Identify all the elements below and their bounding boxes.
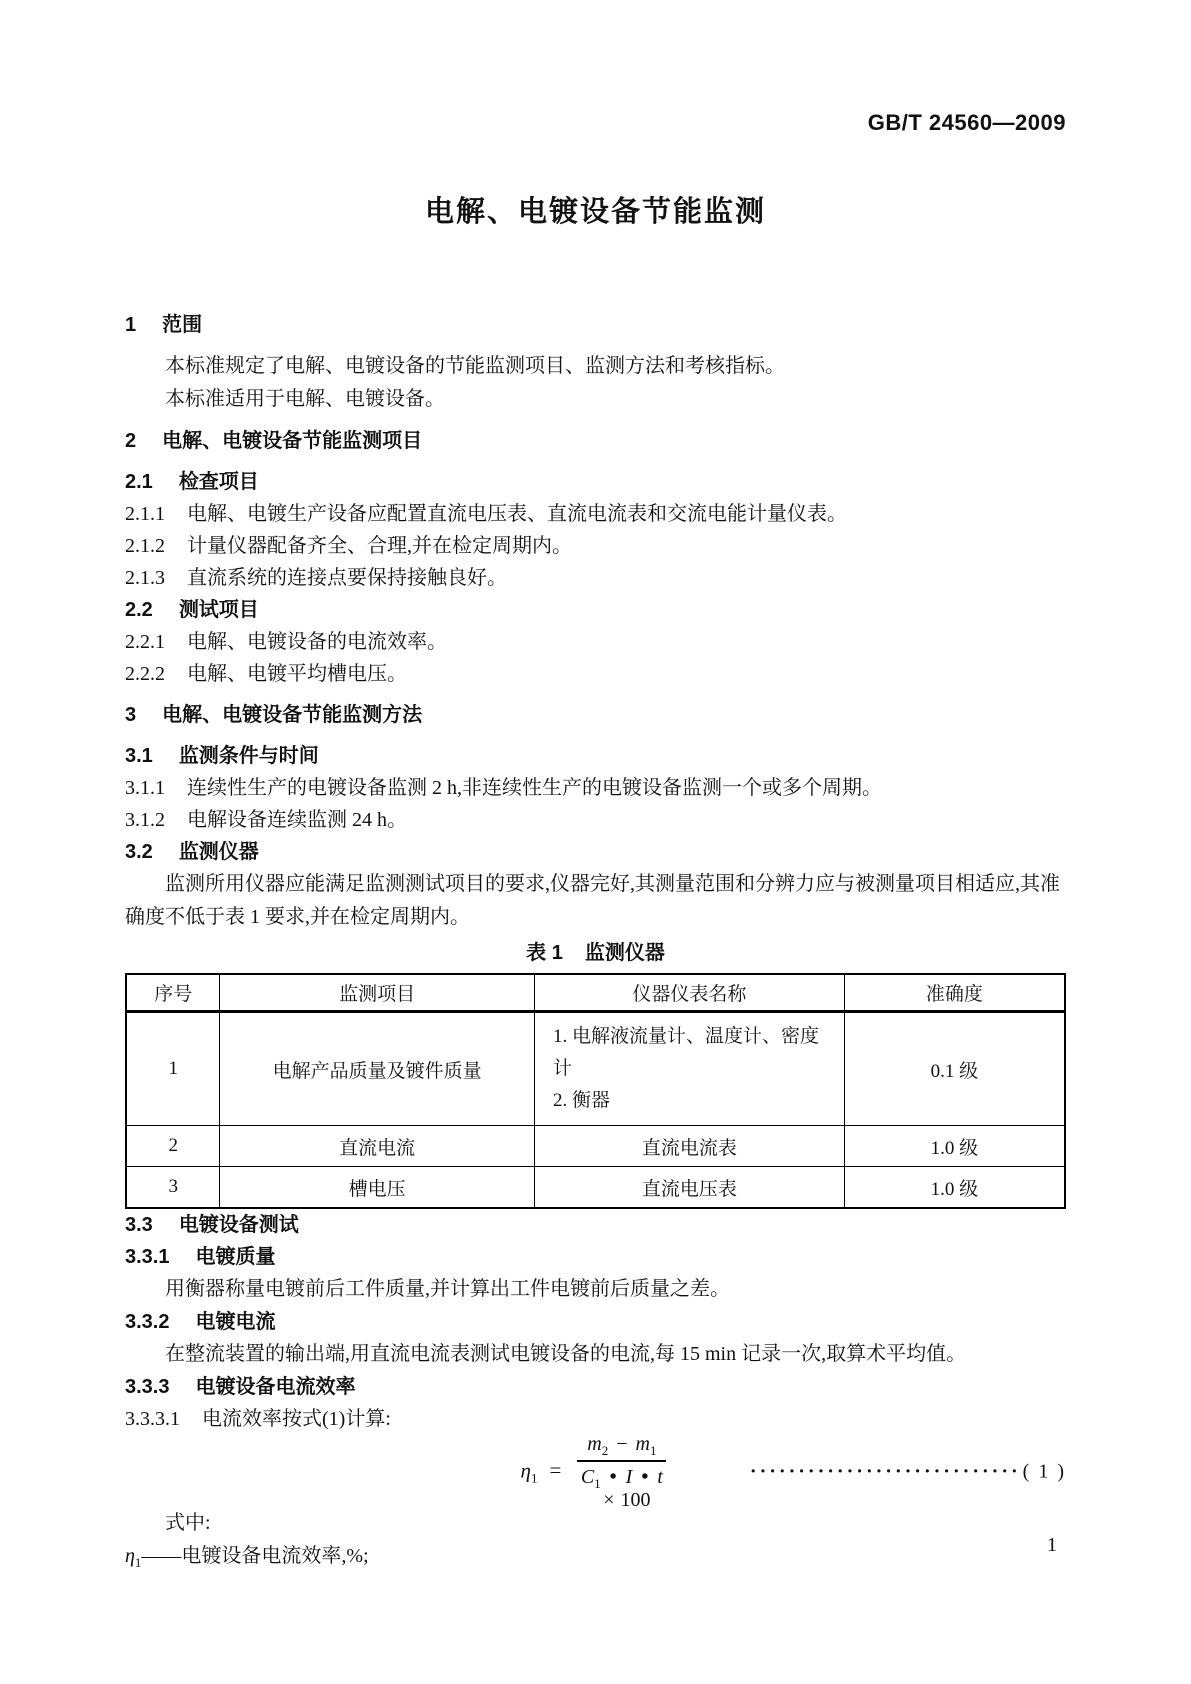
constant-100: 100 bbox=[620, 1488, 651, 1511]
cell-serial: 2 bbox=[126, 1126, 220, 1167]
var-C1-sub: 1 bbox=[594, 1475, 601, 1491]
clause-text: 连续性生产的电镀设备监测 2 h,非连续性生产的电镀设备监测一个或多个周期。 bbox=[187, 777, 882, 799]
clause-3-3-3-1 bbox=[125, 1403, 1066, 1435]
clause-text: 直流系统的连接点要保持接触良好。 bbox=[187, 567, 507, 589]
section-3-1-heading bbox=[125, 740, 1066, 772]
symbol-eta-sub: 1 bbox=[134, 1555, 142, 1570]
section-3-3-1-heading bbox=[125, 1241, 1066, 1273]
formula-expression bbox=[521, 1433, 671, 1512]
cell-item: 直流电流 bbox=[220, 1126, 535, 1167]
clause-text: 电解设备连续监测 24 h。 bbox=[187, 809, 407, 831]
equation-number: ( 1 ) bbox=[1022, 1460, 1066, 1483]
cell-accuracy: 0.1 级 bbox=[844, 1012, 1065, 1126]
cell-accuracy: 1.0 级 bbox=[844, 1167, 1065, 1209]
clause-2-1-1 bbox=[125, 498, 1066, 530]
formula-eta-sub: 1 bbox=[530, 1470, 538, 1485]
clause-number: 2.1.1 bbox=[125, 503, 165, 525]
clause-number: 3.1.1 bbox=[125, 777, 165, 799]
clause-3-1-1 bbox=[125, 772, 1066, 804]
section-title: 监测仪器 bbox=[178, 841, 259, 863]
section-3-3-3-heading bbox=[125, 1371, 1066, 1403]
doc-code: GB/T 24560—2009 bbox=[867, 110, 1066, 135]
section-number: 3.3.1 bbox=[125, 1246, 170, 1268]
equation-leader bbox=[750, 1461, 1066, 1484]
section-number: 3.3.2 bbox=[125, 1311, 170, 1333]
section-3-heading bbox=[125, 700, 1066, 730]
section-title: 电镀质量 bbox=[195, 1246, 276, 1268]
section-title: 电镀电流 bbox=[195, 1311, 276, 1333]
fraction-numerator bbox=[577, 1433, 666, 1462]
doc-title: 电解、电镀设备节能监测 bbox=[424, 196, 766, 228]
col-header-item: 监测项目 bbox=[220, 974, 535, 1012]
table-row bbox=[126, 1012, 1065, 1126]
section-title: 范围 bbox=[162, 314, 203, 336]
cell-item: 电解产品质量及镀件质量 bbox=[220, 1012, 535, 1126]
var-m1: m bbox=[635, 1432, 650, 1455]
clause-2-1-2 bbox=[125, 530, 1066, 562]
var-m2-sub: 2 bbox=[601, 1442, 609, 1458]
section-title: 电解、电镀设备节能监测项目 bbox=[162, 430, 423, 452]
clause-text: 电流效率按式(1)计算: bbox=[202, 1408, 391, 1430]
formula-eta: η bbox=[520, 1457, 531, 1482]
paragraph-3-3-1: 用衡器称量电镀前后工件质量,并计算出工件电镀前后质量之差。 bbox=[165, 1278, 730, 1300]
clause-text: 电解、电镀生产设备应配置直流电压表、直流电流表和交流电能计量仪表。 bbox=[187, 503, 847, 525]
cell-serial: 3 bbox=[126, 1167, 220, 1209]
page-number: 1 bbox=[1047, 1534, 1057, 1556]
cell-instrument: 直流电流表 bbox=[534, 1126, 844, 1167]
instrument-line: 1. 电解液流量计、温度计、密度计 bbox=[552, 1026, 819, 1079]
table-header-row bbox=[126, 974, 1065, 1012]
section-3-2-heading bbox=[125, 836, 1066, 868]
clause-2-2-1 bbox=[125, 626, 1066, 658]
clause-text: 电解、电镀平均槽电压。 bbox=[187, 663, 407, 685]
fraction bbox=[577, 1433, 666, 1512]
dot-leader: ···························· bbox=[749, 1460, 1021, 1483]
section-2-heading bbox=[125, 426, 1066, 456]
symbol-definition bbox=[125, 1540, 1066, 1573]
table-caption-label: 表 1 bbox=[526, 942, 563, 964]
equals-sign: = bbox=[549, 1457, 562, 1482]
cell-serial: 1 bbox=[126, 1012, 220, 1126]
minus-sign: − bbox=[616, 1432, 628, 1455]
section-3-3-heading bbox=[125, 1209, 1066, 1241]
table-caption-title: 监测仪器 bbox=[584, 942, 665, 964]
clause-number: 3.3.3.1 bbox=[125, 1408, 180, 1430]
multiply-sign: × bbox=[603, 1488, 615, 1511]
var-m1-sub: 1 bbox=[649, 1442, 657, 1458]
section-title: 检查项目 bbox=[178, 471, 259, 493]
section-title: 电镀设备测试 bbox=[178, 1214, 299, 1236]
var-m2: m bbox=[587, 1432, 602, 1455]
clause-text: 电解、电镀设备的电流效率。 bbox=[187, 631, 447, 653]
col-header-instrument: 仪器仪表名称 bbox=[534, 974, 844, 1012]
section-number: 3.1 bbox=[125, 745, 153, 767]
dot-operator: • bbox=[609, 1465, 617, 1488]
fraction-denominator bbox=[577, 1462, 666, 1489]
section-title: 电解、电镀设备节能监测方法 bbox=[162, 704, 423, 726]
formula-current-efficiency bbox=[125, 1432, 1066, 1511]
col-header-accuracy: 准确度 bbox=[844, 974, 1065, 1012]
section-number: 3 bbox=[125, 704, 137, 726]
cell-accuracy: 1.0 级 bbox=[844, 1126, 1065, 1167]
section-3-3-2-heading bbox=[125, 1306, 1066, 1338]
section-2-2-heading bbox=[125, 594, 1066, 626]
clause-number: 2.2.1 bbox=[125, 631, 165, 653]
paragraph-scope-1: 本标准规定了电解、电镀设备的节能监测项目、监测方法和考核指标。 bbox=[165, 355, 785, 377]
var-t: t bbox=[657, 1465, 663, 1488]
var-I: I bbox=[625, 1465, 633, 1488]
section-number: 3.3 bbox=[125, 1214, 153, 1236]
var-C1: C bbox=[580, 1465, 595, 1488]
clause-number: 2.1.3 bbox=[125, 567, 165, 589]
paragraph-3-2: 监测所用仪器应能满足监测测试项目的要求,仪器完好,其测量范围和分辨力应与被测量项目相适应,其准确度不低于表 1 要求,并在检定周期内。 bbox=[125, 873, 1060, 928]
col-header-serial: 序号 bbox=[126, 974, 220, 1012]
section-number: 3.2 bbox=[125, 841, 153, 863]
section-number: 2.1 bbox=[125, 471, 153, 493]
clause-3-1-2 bbox=[125, 804, 1066, 836]
clause-2-2-2 bbox=[125, 658, 1066, 690]
clause-number: 2.1.2 bbox=[125, 535, 165, 557]
monitoring-instruments-table bbox=[125, 973, 1066, 1209]
section-number: 1 bbox=[125, 314, 137, 336]
table-row bbox=[126, 1126, 1065, 1167]
cell-item: 槽电压 bbox=[220, 1167, 535, 1209]
cell-instrument bbox=[534, 1012, 844, 1126]
section-number: 3.3.3 bbox=[125, 1376, 170, 1398]
clause-text: 计量仪器配备齐全、合理,并在检定周期内。 bbox=[187, 535, 572, 557]
where-label: 式中: bbox=[165, 1512, 211, 1534]
paragraph-3-3-2: 在整流装置的输出端,用直流电流表测试电镀设备的电流,每 15 min 记录一次,取算术平均值。 bbox=[165, 1343, 967, 1365]
definition-text: 电镀设备电流效率,%; bbox=[181, 1545, 369, 1567]
cell-instrument: 直流电压表 bbox=[534, 1167, 844, 1209]
section-number: 2.2 bbox=[125, 599, 153, 621]
paragraph-scope-2: 本标准适用于电解、电镀设备。 bbox=[165, 388, 445, 410]
dot-operator: • bbox=[641, 1465, 649, 1488]
symbol-eta: η bbox=[125, 1545, 135, 1567]
section-title: 测试项目 bbox=[178, 599, 259, 621]
instrument-line: 2. 衡器 bbox=[552, 1090, 610, 1111]
clause-number: 3.1.2 bbox=[125, 809, 165, 831]
section-number: 2 bbox=[125, 430, 137, 452]
table-caption bbox=[125, 938, 1066, 968]
table-row bbox=[126, 1167, 1065, 1209]
section-2-1-heading bbox=[125, 466, 1066, 498]
clause-number: 2.2.2 bbox=[125, 663, 165, 685]
section-title: 监测条件与时间 bbox=[178, 745, 319, 767]
section-title: 电镀设备电流效率 bbox=[195, 1376, 356, 1398]
definition-dash: —— bbox=[141, 1545, 182, 1567]
section-1-heading bbox=[125, 310, 1066, 340]
clause-2-1-3 bbox=[125, 562, 1066, 594]
